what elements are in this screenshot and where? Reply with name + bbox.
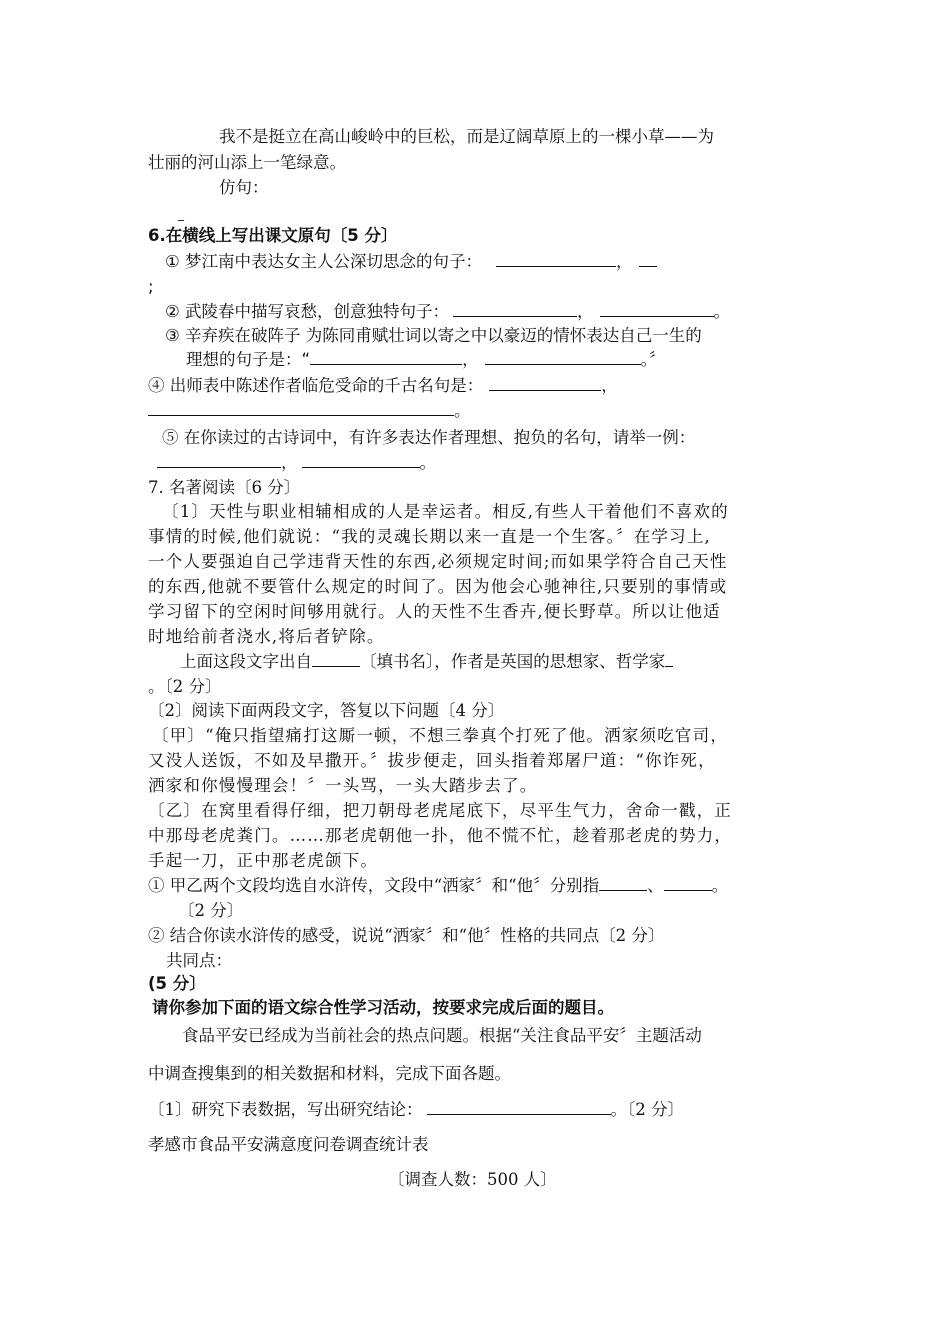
- text-line: ， 。: [157, 452, 436, 474]
- text-line: ④ 出师表中陈述作者临危受命的千古名句是： ，: [148, 376, 618, 395]
- text-line: 食品平安已经成为当前社会的热点问题。根据“关注食品平安〞主题活动: [182, 1026, 702, 1045]
- answer-blank[interactable]: [148, 400, 454, 416]
- section-heading: 7. 名著阅读〔6 分〕: [148, 478, 301, 497]
- text-line: ;: [148, 277, 154, 296]
- text-line: 中调查搜集到的相关数据和材料，完成下面各题。: [148, 1064, 511, 1083]
- text-line: 〔2 分〕: [178, 901, 244, 920]
- answer-blank[interactable]: [599, 875, 647, 891]
- answer-blank[interactable]: [496, 251, 616, 267]
- answer-blank[interactable]: [453, 301, 577, 317]
- text-line: 〔1〕研究下表数据，写出研究结论： 。〔2 分〕: [148, 1100, 684, 1119]
- answer-blank[interactable]: [489, 375, 601, 391]
- answer-blank[interactable]: [310, 349, 462, 365]
- text-line: 〔1〕天性与职业相辅相成的人是幸运者。相反,有些人干着他们不喜欢的: [162, 502, 729, 521]
- text-line: 的东西,他就不要管什么规定的时间了。因为他会心驰神往,只要别的事情或: [148, 577, 728, 596]
- text-line: 又没人送饭，不如及早撒开。〞拔步便走，回头指着郑屠尸道：“你诈死，: [148, 751, 716, 770]
- answer-blank[interactable]: [600, 301, 714, 317]
- text-line: ② 结合你读水浒传的感受，说说“洒家〞和“他〞性格的共同点〔2 分〕: [148, 926, 665, 945]
- text-line: 一个人要强迫自己学违背天性的东西,必须规定时间;而如果学符合自己天性: [148, 552, 728, 571]
- text-line: 〔乙〕在窝里看得仔细，把刀朝母老虎尾底下，尽平生气力，舍命一戳，正: [148, 801, 733, 820]
- text-line: ① 甲乙两个文段均选自水浒传，文段中“洒家〞和“他〞分别指 、 。: [148, 876, 729, 895]
- answer-blank[interactable]: [665, 651, 673, 667]
- table-subtitle: 〔调查人数：500 人〕: [388, 1170, 557, 1189]
- text-line: _: [178, 207, 184, 221]
- text-line: 学习留下的空闲时间够用就行。人的天性不生香卉,便长野草。所以让他适: [148, 602, 721, 621]
- text-line: ⑤ 在你读过的古诗词中，有许多表达作者理想、抱负的名句，请举一例：: [162, 428, 696, 447]
- text-line: 共同点：: [166, 951, 232, 970]
- text-line: 我不是挺立在高山峻岭中的巨松，而是辽阔草原上的一棵小草——为: [219, 127, 714, 146]
- section-heading: 6.在横线上写出课文原句〔5 分〕: [148, 226, 398, 245]
- text-line: 洒家和你慢慢理会！〞一头骂，一头大踏步去了。: [148, 776, 538, 795]
- text-line: ② 武陵春中描写哀愁，创意独特句子： ， 。: [165, 302, 731, 321]
- text-line: ③ 辛弃疾在破阵子 为陈同甫赋壮词以寄之中以豪迈的情怀表达自己一生的: [165, 326, 702, 345]
- text-line: 壮丽的河山添上一笔绿意。: [148, 153, 346, 172]
- answer-blank[interactable]: [427, 1099, 611, 1115]
- text-line: 。: [148, 400, 471, 422]
- answer-blank[interactable]: [664, 875, 712, 891]
- table-title: 孝感市食品平安满意度问卷调查统计表: [148, 1135, 429, 1154]
- text-line: 手起一刀，正中那老虎颌下。: [148, 851, 379, 870]
- section-heading: (5 分〕: [148, 974, 206, 993]
- text-line: 时地给前者浇水,将后者铲除。: [148, 627, 385, 646]
- text-line: 中那母老虎粪门。……那老虎朝他一扑，他不慌不忙，趁着那老虎的势力，: [148, 826, 733, 845]
- answer-blank[interactable]: [639, 251, 657, 267]
- text-line: 理想的句子是：“ ， 。〞: [186, 350, 666, 369]
- text-line: 请你参加下面的语文综合性学习活动，按要求完成后面的题目。: [152, 998, 614, 1017]
- text-line: 上面这段文字出自 〔填书名〕，作者是英国的思想家、哲学家: [180, 651, 673, 673]
- text-line: 仿句：: [219, 178, 269, 197]
- text-line: ① 梦江南中表达女主人公深切思念的句子： ，: [165, 251, 657, 273]
- answer-blank[interactable]: [485, 349, 641, 365]
- text-line: 。〔2 分〕: [148, 677, 222, 696]
- answer-blank[interactable]: [312, 651, 360, 667]
- answer-blank[interactable]: [302, 452, 420, 468]
- text-line: 事情的时候,他们就说：“我的灵魂长期以来一直是一个生客。〞在学习上,: [148, 527, 711, 546]
- answer-blank[interactable]: [157, 452, 281, 468]
- text-line: 〔甲〕“俺只指望痛打这厮一顿，不想三拳真个打死了他。洒家须吃官司，: [152, 726, 729, 745]
- text-line: 〔2〕阅读下面两段文字，答复以下问题〔4 分〕: [148, 701, 505, 720]
